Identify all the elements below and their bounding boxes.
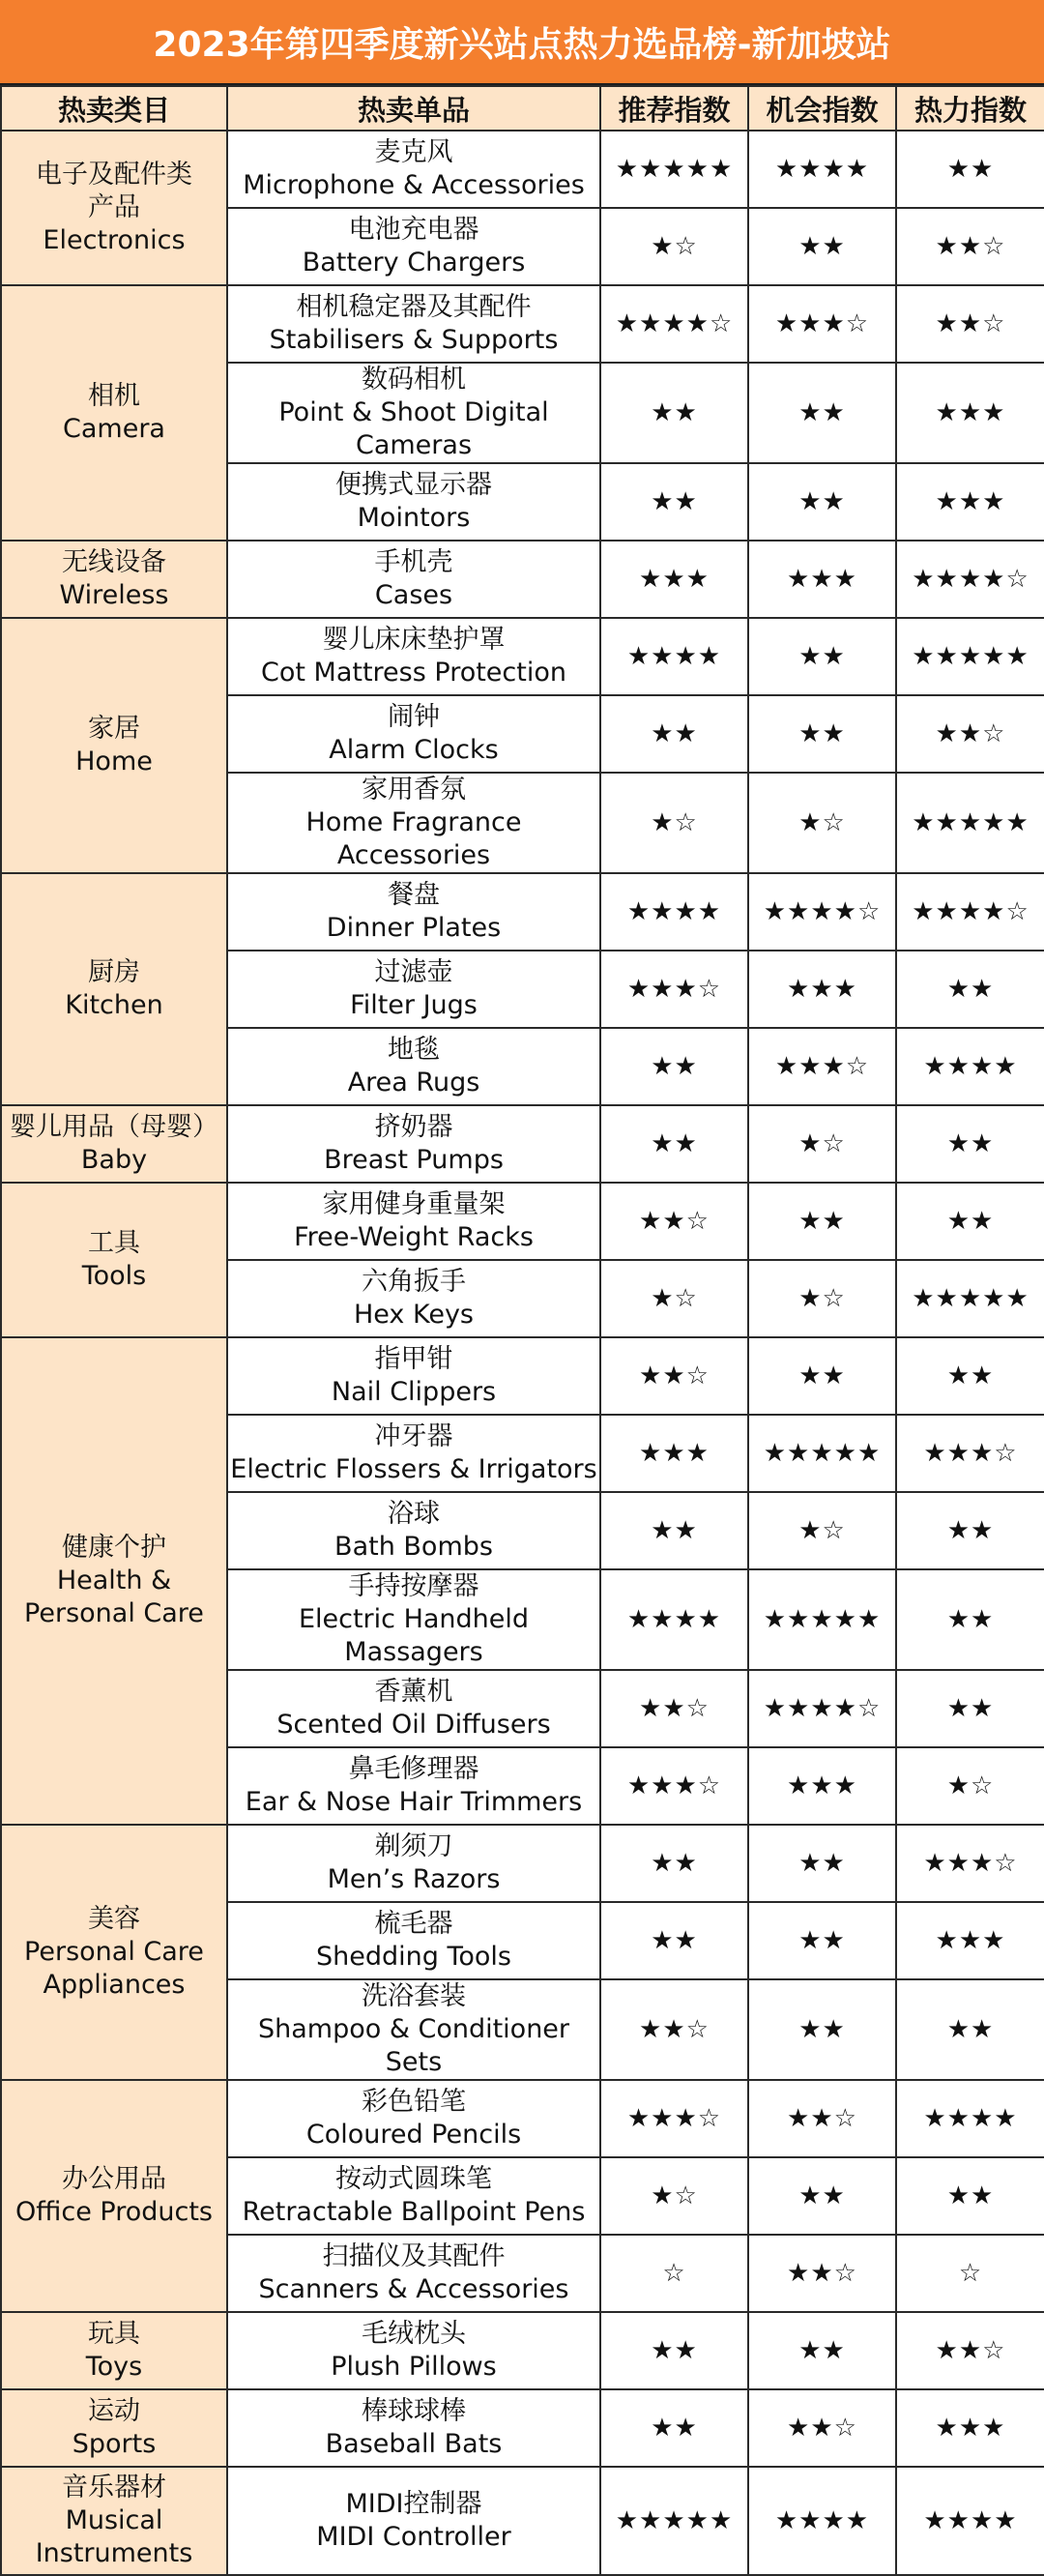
recommend-index-stars: ★★★★ xyxy=(600,873,748,951)
recommend-index-stars: ★★★☆ xyxy=(600,2080,748,2157)
product-name-cn: 电池充电器 xyxy=(348,215,479,245)
table-row xyxy=(1,131,1044,208)
category-cell xyxy=(1,873,227,1105)
recommend-index-stars: ★★★★★ xyxy=(600,131,748,208)
opportunity-index-stars: ★★★ xyxy=(748,951,896,1028)
heat-index-stars: ★★ xyxy=(896,1569,1044,1670)
product-cell xyxy=(227,2080,600,2157)
opportunity-index-stars: ★★ xyxy=(748,463,896,541)
recommend-index-stars: ★★ xyxy=(600,2389,748,2467)
product-name-en: Cameras xyxy=(355,430,473,460)
product-cell xyxy=(227,1825,600,1902)
category-label: 美容 xyxy=(88,1904,140,1934)
product-name-en: Retractable Ballpoint Pens xyxy=(242,2197,586,2227)
product-name-cn: 梳毛器 xyxy=(374,1909,453,1939)
product-cell xyxy=(227,618,600,695)
product-cell xyxy=(227,773,600,873)
product-name-en: Area Rugs xyxy=(347,1068,480,1098)
heat-index-stars: ★★★★ xyxy=(896,1028,1044,1105)
category-label: Camera xyxy=(63,414,165,444)
category-label: 产品 xyxy=(88,192,140,222)
opportunity-index-stars: ★★★★☆ xyxy=(748,873,896,951)
product-cell xyxy=(227,1028,600,1105)
product-cell xyxy=(227,1670,600,1747)
heat-index-stars: ★☆ xyxy=(896,1747,1044,1825)
product-cell xyxy=(227,1260,600,1337)
heat-index-stars: ★★★★★ xyxy=(896,1260,1044,1337)
category-label: Appliances xyxy=(43,1970,186,2000)
category-cell xyxy=(1,2467,227,2575)
category-label: 工具 xyxy=(88,1228,140,1258)
product-name-cn: 家用香氛 xyxy=(362,775,466,805)
category-label: 办公用品 xyxy=(62,2164,166,2194)
recommend-index-stars: ★★ xyxy=(600,363,748,463)
header-product: 热卖单品 xyxy=(227,86,600,131)
recommend-index-stars: ★★★★ xyxy=(600,1569,748,1670)
product-name-en: Plush Pillows xyxy=(331,2352,497,2382)
category-cell xyxy=(1,131,227,285)
product-name-cn: 家用健身重量架 xyxy=(322,1189,506,1219)
category-label: Electronics xyxy=(43,225,186,255)
product-cell xyxy=(227,1337,600,1415)
product-name-en: Scanners & Accessories xyxy=(258,2274,569,2304)
product-name-cn: 数码相机 xyxy=(362,365,466,395)
opportunity-index-stars: ★★ xyxy=(748,1183,896,1260)
opportunity-index-stars: ★★★★★ xyxy=(748,1569,896,1670)
product-name-cn: 餐盘 xyxy=(388,880,440,910)
category-label: Toys xyxy=(85,2352,143,2382)
recommend-index-stars: ★★☆ xyxy=(600,1979,748,2080)
product-name-en: Hex Keys xyxy=(353,1300,475,1330)
product-name-en: Mointors xyxy=(357,503,471,533)
product-name-en: Baseball Bats xyxy=(325,2429,503,2459)
heat-index-stars: ★★★ xyxy=(896,1902,1044,1979)
product-name-en: Home Fragrance Accessories xyxy=(305,807,522,870)
heat-index-stars: ★★ xyxy=(896,131,1044,208)
product-name-cn: 鼻毛修理器 xyxy=(348,1754,479,1784)
product-name-en: MIDI Controller xyxy=(316,2522,511,2552)
product-name-en: Coloured Pencils xyxy=(305,2120,522,2150)
recommend-index-stars: ★★ xyxy=(600,1492,748,1569)
heat-index-stars: ★★★★ xyxy=(896,2080,1044,2157)
category-cell xyxy=(1,541,227,618)
category-label: Wireless xyxy=(59,580,169,610)
heat-index-stars: ★★ xyxy=(896,951,1044,1028)
product-name-cn: 冲牙器 xyxy=(374,1421,453,1451)
product-cell xyxy=(227,1492,600,1569)
product-cell xyxy=(227,541,600,618)
heat-index-stars: ☆ xyxy=(896,2235,1044,2312)
category-label: 电子及配件类 xyxy=(36,160,192,190)
recommend-index-stars: ★☆ xyxy=(600,208,748,285)
product-cell xyxy=(227,363,600,463)
table-row xyxy=(1,2389,1044,2467)
opportunity-index-stars: ★★ xyxy=(748,208,896,285)
product-cell xyxy=(227,463,600,541)
opportunity-index-stars: ★☆ xyxy=(748,1492,896,1569)
category-label: Kitchen xyxy=(65,990,163,1020)
category-cell xyxy=(1,1183,227,1337)
recommend-index-stars: ☆ xyxy=(600,2235,748,2312)
product-cell xyxy=(227,1979,600,2080)
recommend-index-stars: ★★ xyxy=(600,695,748,773)
category-label: 运动 xyxy=(88,2396,140,2426)
table-row xyxy=(1,873,1044,951)
category-cell xyxy=(1,1337,227,1825)
header-opportunity-index: 机会指数 xyxy=(748,86,896,131)
category-label: Instruments xyxy=(35,2538,193,2568)
product-name-cn: MIDI控制器 xyxy=(345,2489,482,2519)
category-label: Office Products xyxy=(15,2197,213,2227)
opportunity-index-stars: ★★★ xyxy=(748,541,896,618)
product-name-cn: 棒球球棒 xyxy=(362,2396,466,2426)
table-row xyxy=(1,2312,1044,2389)
table-row xyxy=(1,618,1044,695)
product-cell xyxy=(227,2235,600,2312)
product-name-cn: 指甲钳 xyxy=(374,1344,453,1374)
product-name-en: Microphone & Accessories xyxy=(243,170,585,200)
category-label: 音乐器材 xyxy=(62,2473,166,2503)
product-name-cn: 洗浴套装 xyxy=(362,1981,466,2011)
opportunity-index-stars: ★☆ xyxy=(748,1260,896,1337)
category-cell xyxy=(1,285,227,541)
opportunity-index-stars: ★★☆ xyxy=(748,2080,896,2157)
category-label: 婴儿用品（母婴） xyxy=(10,1112,218,1142)
category-cell xyxy=(1,618,227,873)
recommend-index-stars: ★★☆ xyxy=(600,1670,748,1747)
heat-index-stars: ★★★★★ xyxy=(896,618,1044,695)
heat-index-stars: ★★☆ xyxy=(896,2312,1044,2389)
category-label: Tools xyxy=(81,1261,147,1291)
product-name-en: Cot Mattress Protection xyxy=(261,658,566,688)
product-name-en: Shedding Tools xyxy=(316,1942,511,1972)
recommend-index-stars: ★★★☆ xyxy=(600,951,748,1028)
product-name-en: Nail Clippers xyxy=(331,1377,497,1407)
product-name-cn: 闹钟 xyxy=(388,702,440,732)
product-name-cn: 挤奶器 xyxy=(374,1112,453,1142)
opportunity-index-stars: ★☆ xyxy=(748,773,896,873)
product-name-cn: 便携式显示器 xyxy=(335,470,492,500)
recommend-index-stars: ★★☆ xyxy=(600,1337,748,1415)
product-name-en: Bath Bombs xyxy=(334,1532,493,1562)
product-name-en: Shampoo & Conditioner Sets xyxy=(257,2014,570,2077)
opportunity-index-stars: ★★ xyxy=(748,2157,896,2235)
opportunity-index-stars: ★★ xyxy=(748,1979,896,2080)
product-cell xyxy=(227,1415,600,1492)
product-cell xyxy=(227,2312,600,2389)
product-cell xyxy=(227,1105,600,1183)
category-label: Personal Care xyxy=(24,1598,204,1628)
recommend-index-stars: ★★ xyxy=(600,2312,748,2389)
product-name-cn: 相机稳定器及其配件 xyxy=(296,292,532,322)
table-row xyxy=(1,1337,1044,1415)
category-label: 家居 xyxy=(88,714,140,744)
category-label: Baby xyxy=(80,1145,148,1175)
opportunity-index-stars: ★★☆ xyxy=(748,2389,896,2467)
heat-index-stars: ★★ xyxy=(896,1183,1044,1260)
product-cell xyxy=(227,2467,600,2575)
category-label: Musical xyxy=(65,2505,163,2535)
heat-index-stars: ★★☆ xyxy=(896,285,1044,363)
opportunity-index-stars: ★★★★ xyxy=(748,131,896,208)
page-title: 2023年第四季度新兴站点热力选品榜-新加坡站 xyxy=(0,0,1044,85)
heat-index-stars: ★★★☆ xyxy=(896,1825,1044,1902)
product-name-cn: 手持按摩器 xyxy=(348,1571,479,1601)
heat-index-stars: ★★★★ xyxy=(896,2467,1044,2575)
product-name-cn: 剃须刀 xyxy=(374,1831,453,1861)
product-name-en: Ear & Nose Hair Trimmers xyxy=(245,1787,583,1817)
product-name-cn: 毛绒枕头 xyxy=(362,2319,466,2349)
recommend-index-stars: ★★★★ xyxy=(600,618,748,695)
header-category: 热卖类目 xyxy=(1,86,227,131)
table-row xyxy=(1,1825,1044,1902)
heat-index-stars: ★★ xyxy=(896,1105,1044,1183)
recommend-index-stars: ★★★☆ xyxy=(600,1747,748,1825)
product-cell xyxy=(227,873,600,951)
heat-index-stars: ★★★★★ xyxy=(896,773,1044,873)
table-row xyxy=(1,541,1044,618)
product-name-en: Men’s Razors xyxy=(327,1864,501,1894)
table-row xyxy=(1,285,1044,363)
recommend-index-stars: ★★ xyxy=(600,1028,748,1105)
heat-index-stars: ★★★☆ xyxy=(896,1415,1044,1492)
product-name-en: Stabilisers & Supports xyxy=(269,325,559,355)
product-name-cn: 麦克风 xyxy=(374,137,453,167)
product-name-cn: 浴球 xyxy=(388,1499,440,1529)
opportunity-index-stars: ★★ xyxy=(748,1825,896,1902)
product-cell xyxy=(227,1183,600,1260)
table-row xyxy=(1,2080,1044,2157)
opportunity-index-stars: ★★ xyxy=(748,695,896,773)
product-name-en: Dinner Plates xyxy=(326,913,502,943)
product-name-cn: 手机壳 xyxy=(374,547,453,577)
category-cell xyxy=(1,2080,227,2312)
product-name-cn: 过滤壶 xyxy=(374,957,453,987)
category-cell xyxy=(1,1825,227,2080)
product-ranking-table xyxy=(0,85,1044,2576)
opportunity-index-stars: ★★ xyxy=(748,2312,896,2389)
category-label: 玩具 xyxy=(88,2319,140,2349)
product-cell xyxy=(227,951,600,1028)
product-cell xyxy=(227,1569,600,1670)
opportunity-index-stars: ★★★☆ xyxy=(748,285,896,363)
product-cell xyxy=(227,2157,600,2235)
product-cell xyxy=(227,1747,600,1825)
category-label: Home xyxy=(75,746,153,776)
category-label: Personal Care xyxy=(24,1937,204,1967)
product-cell xyxy=(227,131,600,208)
category-label: 相机 xyxy=(88,381,140,411)
recommend-index-stars: ★★ xyxy=(600,1105,748,1183)
product-name-en: Filter Jugs xyxy=(350,990,478,1020)
header-heat-index: 热力指数 xyxy=(896,86,1044,131)
recommend-index-stars: ★☆ xyxy=(600,773,748,873)
recommend-index-stars: ★★ xyxy=(600,1825,748,1902)
product-cell xyxy=(227,208,600,285)
opportunity-index-stars: ★★ xyxy=(748,618,896,695)
opportunity-index-stars: ★★★★★ xyxy=(748,1415,896,1492)
opportunity-index-stars: ★★★ xyxy=(748,1747,896,1825)
product-name-cn: 婴儿床床垫护罩 xyxy=(322,625,506,655)
recommend-index-stars: ★★☆ xyxy=(600,1183,748,1260)
heat-index-stars: ★★ xyxy=(896,1979,1044,2080)
category-label: 健康个护 xyxy=(62,1533,166,1563)
product-name-cn: 按动式圆珠笔 xyxy=(335,2164,492,2194)
product-name-en: Cases xyxy=(374,580,453,610)
opportunity-index-stars: ★★ xyxy=(748,1902,896,1979)
heat-index-stars: ★★ xyxy=(896,1492,1044,1569)
opportunity-index-stars: ★★★☆ xyxy=(748,1028,896,1105)
recommend-index-stars: ★☆ xyxy=(600,1260,748,1337)
product-cell xyxy=(227,695,600,773)
category-cell xyxy=(1,1105,227,1183)
product-name-en: Point & Shoot Digital xyxy=(278,397,549,427)
table-row xyxy=(1,1105,1044,1183)
heat-index-stars: ★★ xyxy=(896,2157,1044,2235)
header-recommend-index: 推荐指数 xyxy=(600,86,748,131)
table-row xyxy=(1,2467,1044,2575)
product-name-cn: 六角扳手 xyxy=(362,1267,466,1297)
product-name-cn: 地毯 xyxy=(388,1035,440,1065)
product-name-en: Free-Weight Racks xyxy=(294,1222,534,1252)
opportunity-index-stars: ★☆ xyxy=(748,1105,896,1183)
category-label: 无线设备 xyxy=(62,547,166,577)
heat-index-stars: ★★☆ xyxy=(896,208,1044,285)
product-cell xyxy=(227,285,600,363)
opportunity-index-stars: ★★☆ xyxy=(748,2235,896,2312)
recommend-index-stars: ★★ xyxy=(600,463,748,541)
product-name-en: Scented Oil Diffusers xyxy=(276,1710,551,1740)
category-cell xyxy=(1,2389,227,2467)
product-cell xyxy=(227,2389,600,2467)
recommend-index-stars: ★★★★★ xyxy=(600,2467,748,2575)
heat-index-stars: ★★ xyxy=(896,1337,1044,1415)
opportunity-index-stars: ★★ xyxy=(748,363,896,463)
category-label: 厨房 xyxy=(88,957,140,987)
product-name-en: Battery Chargers xyxy=(302,248,526,278)
category-label: Health & xyxy=(56,1566,172,1595)
opportunity-index-stars: ★★★★ xyxy=(748,2467,896,2575)
recommend-index-stars: ★★ xyxy=(600,1902,748,1979)
opportunity-index-stars: ★★★★☆ xyxy=(748,1670,896,1747)
product-name-cn: 彩色铅笔 xyxy=(362,2087,466,2117)
recommend-index-stars: ★☆ xyxy=(600,2157,748,2235)
product-name-cn: 香薰机 xyxy=(374,1677,453,1707)
recommend-index-stars: ★★★ xyxy=(600,541,748,618)
product-name-en: Electric Flossers & Irrigators xyxy=(230,1454,597,1484)
product-name-en: Electric Handheld Massagers xyxy=(298,1604,530,1667)
heat-index-stars: ★★★ xyxy=(896,363,1044,463)
heat-index-stars: ★★★ xyxy=(896,2389,1044,2467)
heat-index-stars: ★★★★☆ xyxy=(896,541,1044,618)
heat-index-stars: ★★★★☆ xyxy=(896,873,1044,951)
product-name-en: Breast Pumps xyxy=(324,1145,504,1175)
category-cell xyxy=(1,2312,227,2389)
table-row xyxy=(1,1183,1044,1260)
category-label: Sports xyxy=(72,2429,157,2459)
product-name-en: Alarm Clocks xyxy=(329,735,499,765)
product-name-cn: 扫描仪及其配件 xyxy=(322,2241,506,2271)
heat-index-stars: ★★☆ xyxy=(896,695,1044,773)
heat-index-stars: ★★ xyxy=(896,1670,1044,1747)
opportunity-index-stars: ★★ xyxy=(748,1337,896,1415)
recommend-index-stars: ★★★ xyxy=(600,1415,748,1492)
header-row xyxy=(1,86,1044,131)
product-cell xyxy=(227,1902,600,1979)
heat-index-stars: ★★★ xyxy=(896,463,1044,541)
recommend-index-stars: ★★★★☆ xyxy=(600,285,748,363)
